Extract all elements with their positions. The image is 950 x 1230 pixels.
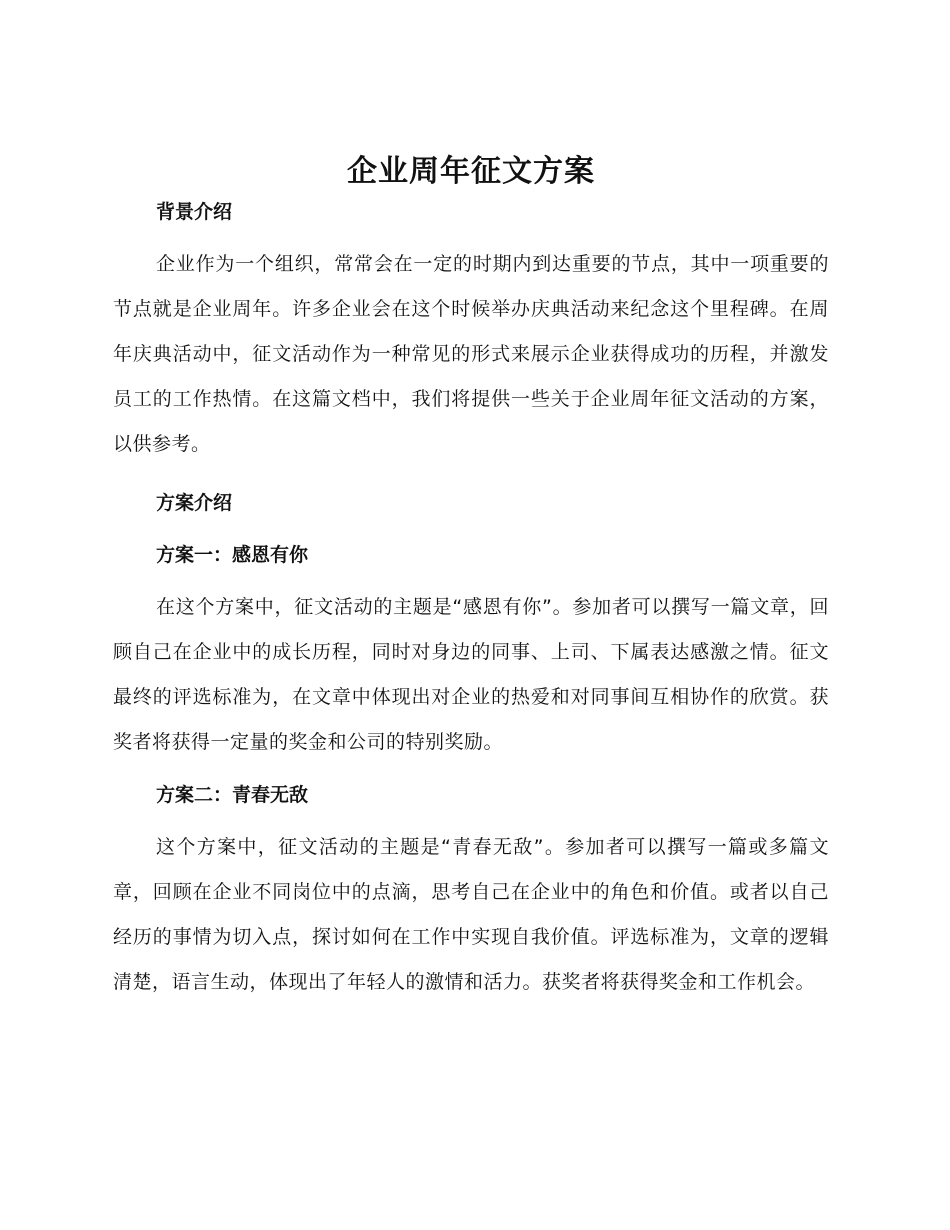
plan2-heading: 方案二：青春无敌 — [156, 784, 309, 806]
plan1-heading: 方案一：感恩有你 — [156, 544, 309, 566]
document-title: 企业周年征文方案 — [347, 154, 595, 189]
background-paragraph: 企业作为一个组织，常常会在一定的时期内到达重要的节点，其中一项重要的节点就是企业周年。许多企业会在这个时候举办庆典活动来纪念这个里程碑。在周年庆典活动中，征文活动作为一种常见的形式来展示企业获得成功的历程，并激发员工的工作热情。在这篇文档中，我们将提供一些关于企业周年征文活动的方案，以供参考。 — [113, 253, 829, 455]
plan2-paragraph: 这个方案中，征文活动的主题是“青春无敌”。参加者可以撰写一篇或多篇文章，回顾在企业不同岗位中的点滴，思考自己在企业中的角色和价值。或者以自己经历的事情为切入点，探讨如何在工作中实现自我价值。评选标准为，文章的逻辑清楚，语言生动，体现出了年轻人的激情和活力。获奖者将获得奖金和工作机会。 — [113, 836, 829, 993]
plans-heading: 方案介绍 — [156, 492, 233, 514]
plan1-paragraph: 在这个方案中，征文活动的主题是“感恩有你”。参加者可以撰写一篇文章，回顾自己在企业中的成长历程，同时对身边的同事、上司、下属表达感激之情。征文最终的评选标准为，在文章中体现出对企业的热爱和对同事间互相协作的欣赏。获奖者将获得一定量的奖金和公司的特别奖励。 — [113, 596, 829, 753]
document-page — [113, 150, 829, 1005]
background-heading: 背景介绍 — [156, 201, 233, 223]
